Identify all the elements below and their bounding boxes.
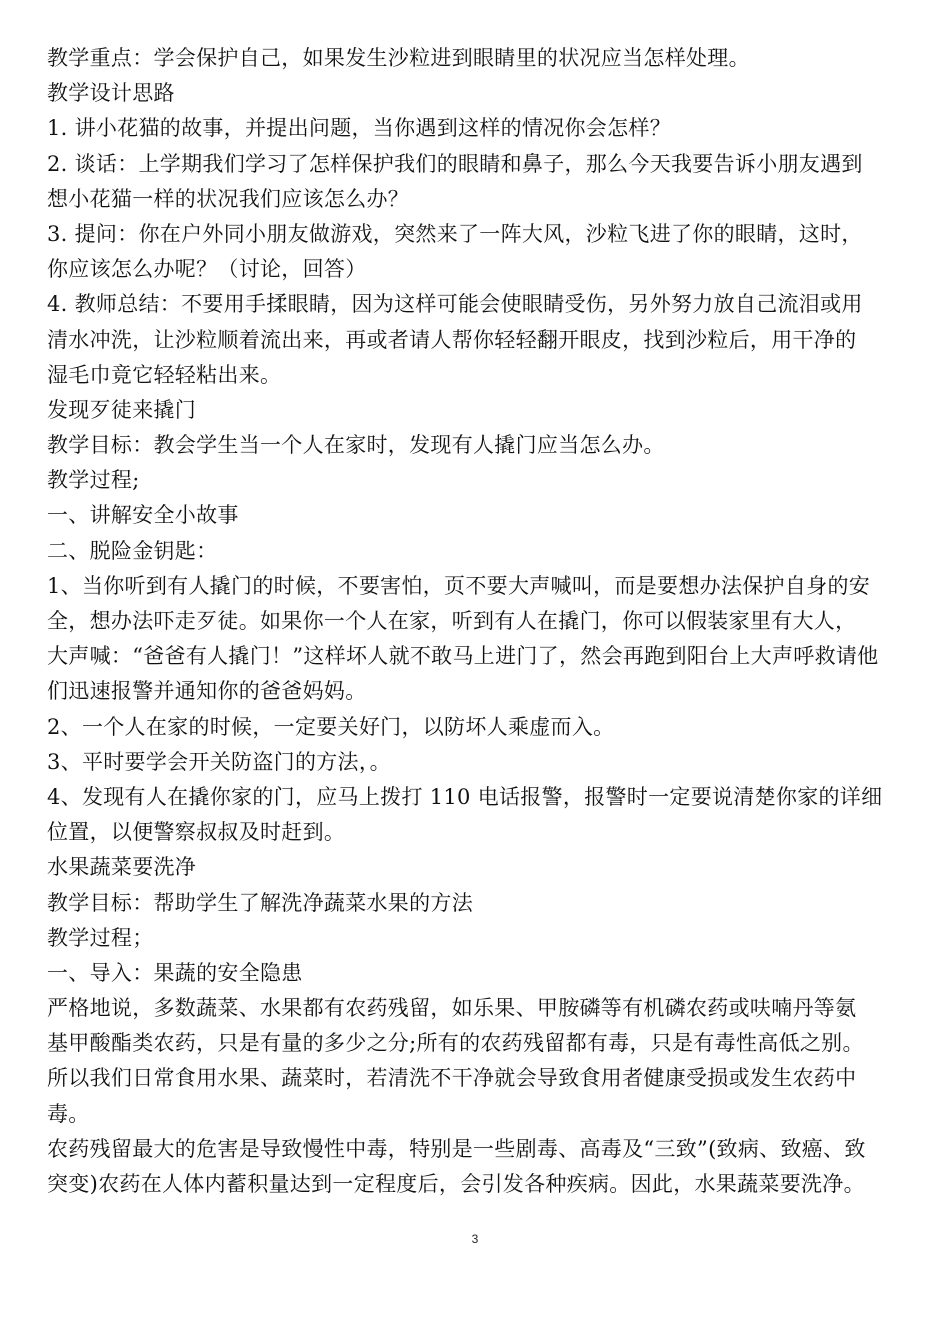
- text-line: 教学目标：帮助学生了解洗净蔬菜水果的方法: [47, 890, 473, 915]
- text-line: 3. 提问：你在户外同小朋友做游戏，突然来了一阵大风，沙粒飞进了你的眼睛，这时，: [47, 221, 863, 246]
- page-number: 3: [471, 1232, 479, 1246]
- text-line: 教学过程；: [47, 925, 154, 950]
- text-line: 1. 讲小花猫的故事，并提出问题，当你遇到这样的情况你会怎样？: [47, 116, 672, 141]
- document-body: [47, 41, 909, 1202]
- text-line: 教学设计思路: [47, 81, 175, 106]
- text-line: 你应该怎么办呢？（讨论，回答）: [47, 257, 367, 282]
- text-line: 4. 教师总结：不要用手揉眼睛，因为这样可能会使眼睛受伤，另外努力放自己流泪或用: [47, 292, 863, 317]
- text-line: 4、发现有人在撬你家的门，应马上拨打 110 电话报警，报警时一定要说清楚你家的详细: [47, 784, 883, 809]
- text-line: 严格地说，多数蔬菜、水果都有农药残留，如乐果、甲胺磷等有机磷农药或呋喃丹等氨: [47, 996, 857, 1021]
- text-line: 3、平时要学会开关防盗门的方法，。: [47, 749, 391, 774]
- text-line: 教学目标：教会学生当一个人在家时，发现有人撬门应当怎么办。: [47, 433, 665, 458]
- text-line: 发现歹徒来撬门: [47, 397, 197, 422]
- text-line: 湿毛巾竟它轻轻粘出来。: [47, 362, 282, 387]
- text-line: 清水冲洗，让沙粒顺着流出来，再或者请人帮你轻轻翻开眼皮，找到沙粒后，用干净的: [47, 327, 857, 352]
- text-line: 们迅速报警并通知你的爸爸妈妈。: [47, 679, 367, 704]
- text-line: 教学重点：学会保护自己，如果发生沙粒进到眼睛里的状况应当怎样处理。: [47, 46, 750, 70]
- text-line: 毒。: [47, 1101, 90, 1126]
- text-line: 基甲酸酯类农药，只是有量的多少之分;所有的农药残留都有毒，只是有毒性高低之别。: [47, 1031, 864, 1056]
- text-line: 1、当你听到有人撬门的时候，不要害怕，页不要大声喊叫，而是要想办法保护自身的安: [47, 573, 871, 598]
- text-line: 2. 谈话：上学期我们学习了怎样保护我们的眼睛和鼻子，那么今天我要告诉小朋友遇到: [47, 151, 863, 176]
- text-line: 2、一个人在家的时候，一定要关好门，以防坏人乘虚而入。: [47, 714, 615, 739]
- text-line: 想小花猫一样的状况我们应该怎么办？: [47, 186, 410, 211]
- text-line: 所以我们日常食用水果、蔬菜时，若清洗不干净就会导致食用者健康受损或发生农药中: [47, 1066, 857, 1091]
- text-line: 突变)农药在人体内蓄积量达到一定程度后，会引发各种疾病。因此，水果蔬菜要洗净。: [47, 1172, 865, 1196]
- text-line: 水果蔬菜要洗净: [47, 855, 197, 880]
- text-line: 一、讲解安全小故事: [47, 503, 239, 528]
- text-line: 二、脱险金钥匙：: [47, 538, 218, 563]
- text-line: 一、导入：果蔬的安全隐患: [47, 960, 303, 985]
- text-line: 大声喊：“爸爸有人撬门！”这样坏人就不敢马上进门了，然会再跑到阳台上大声呼救请他: [47, 644, 879, 669]
- text-line: 全，想办法吓走歹徒。如果你一个人在家，听到有人在撬门，你可以假装家里有大人，: [47, 609, 857, 633]
- text-line: 教学过程;: [47, 468, 140, 493]
- text-line: 位置，以便警察叔叔及时赶到。: [47, 820, 346, 845]
- text-line: 农药残留最大的危害是导致慢性中毒，特别是一些剧毒、高毒及“三致”(致病、致癌、致: [47, 1136, 866, 1161]
